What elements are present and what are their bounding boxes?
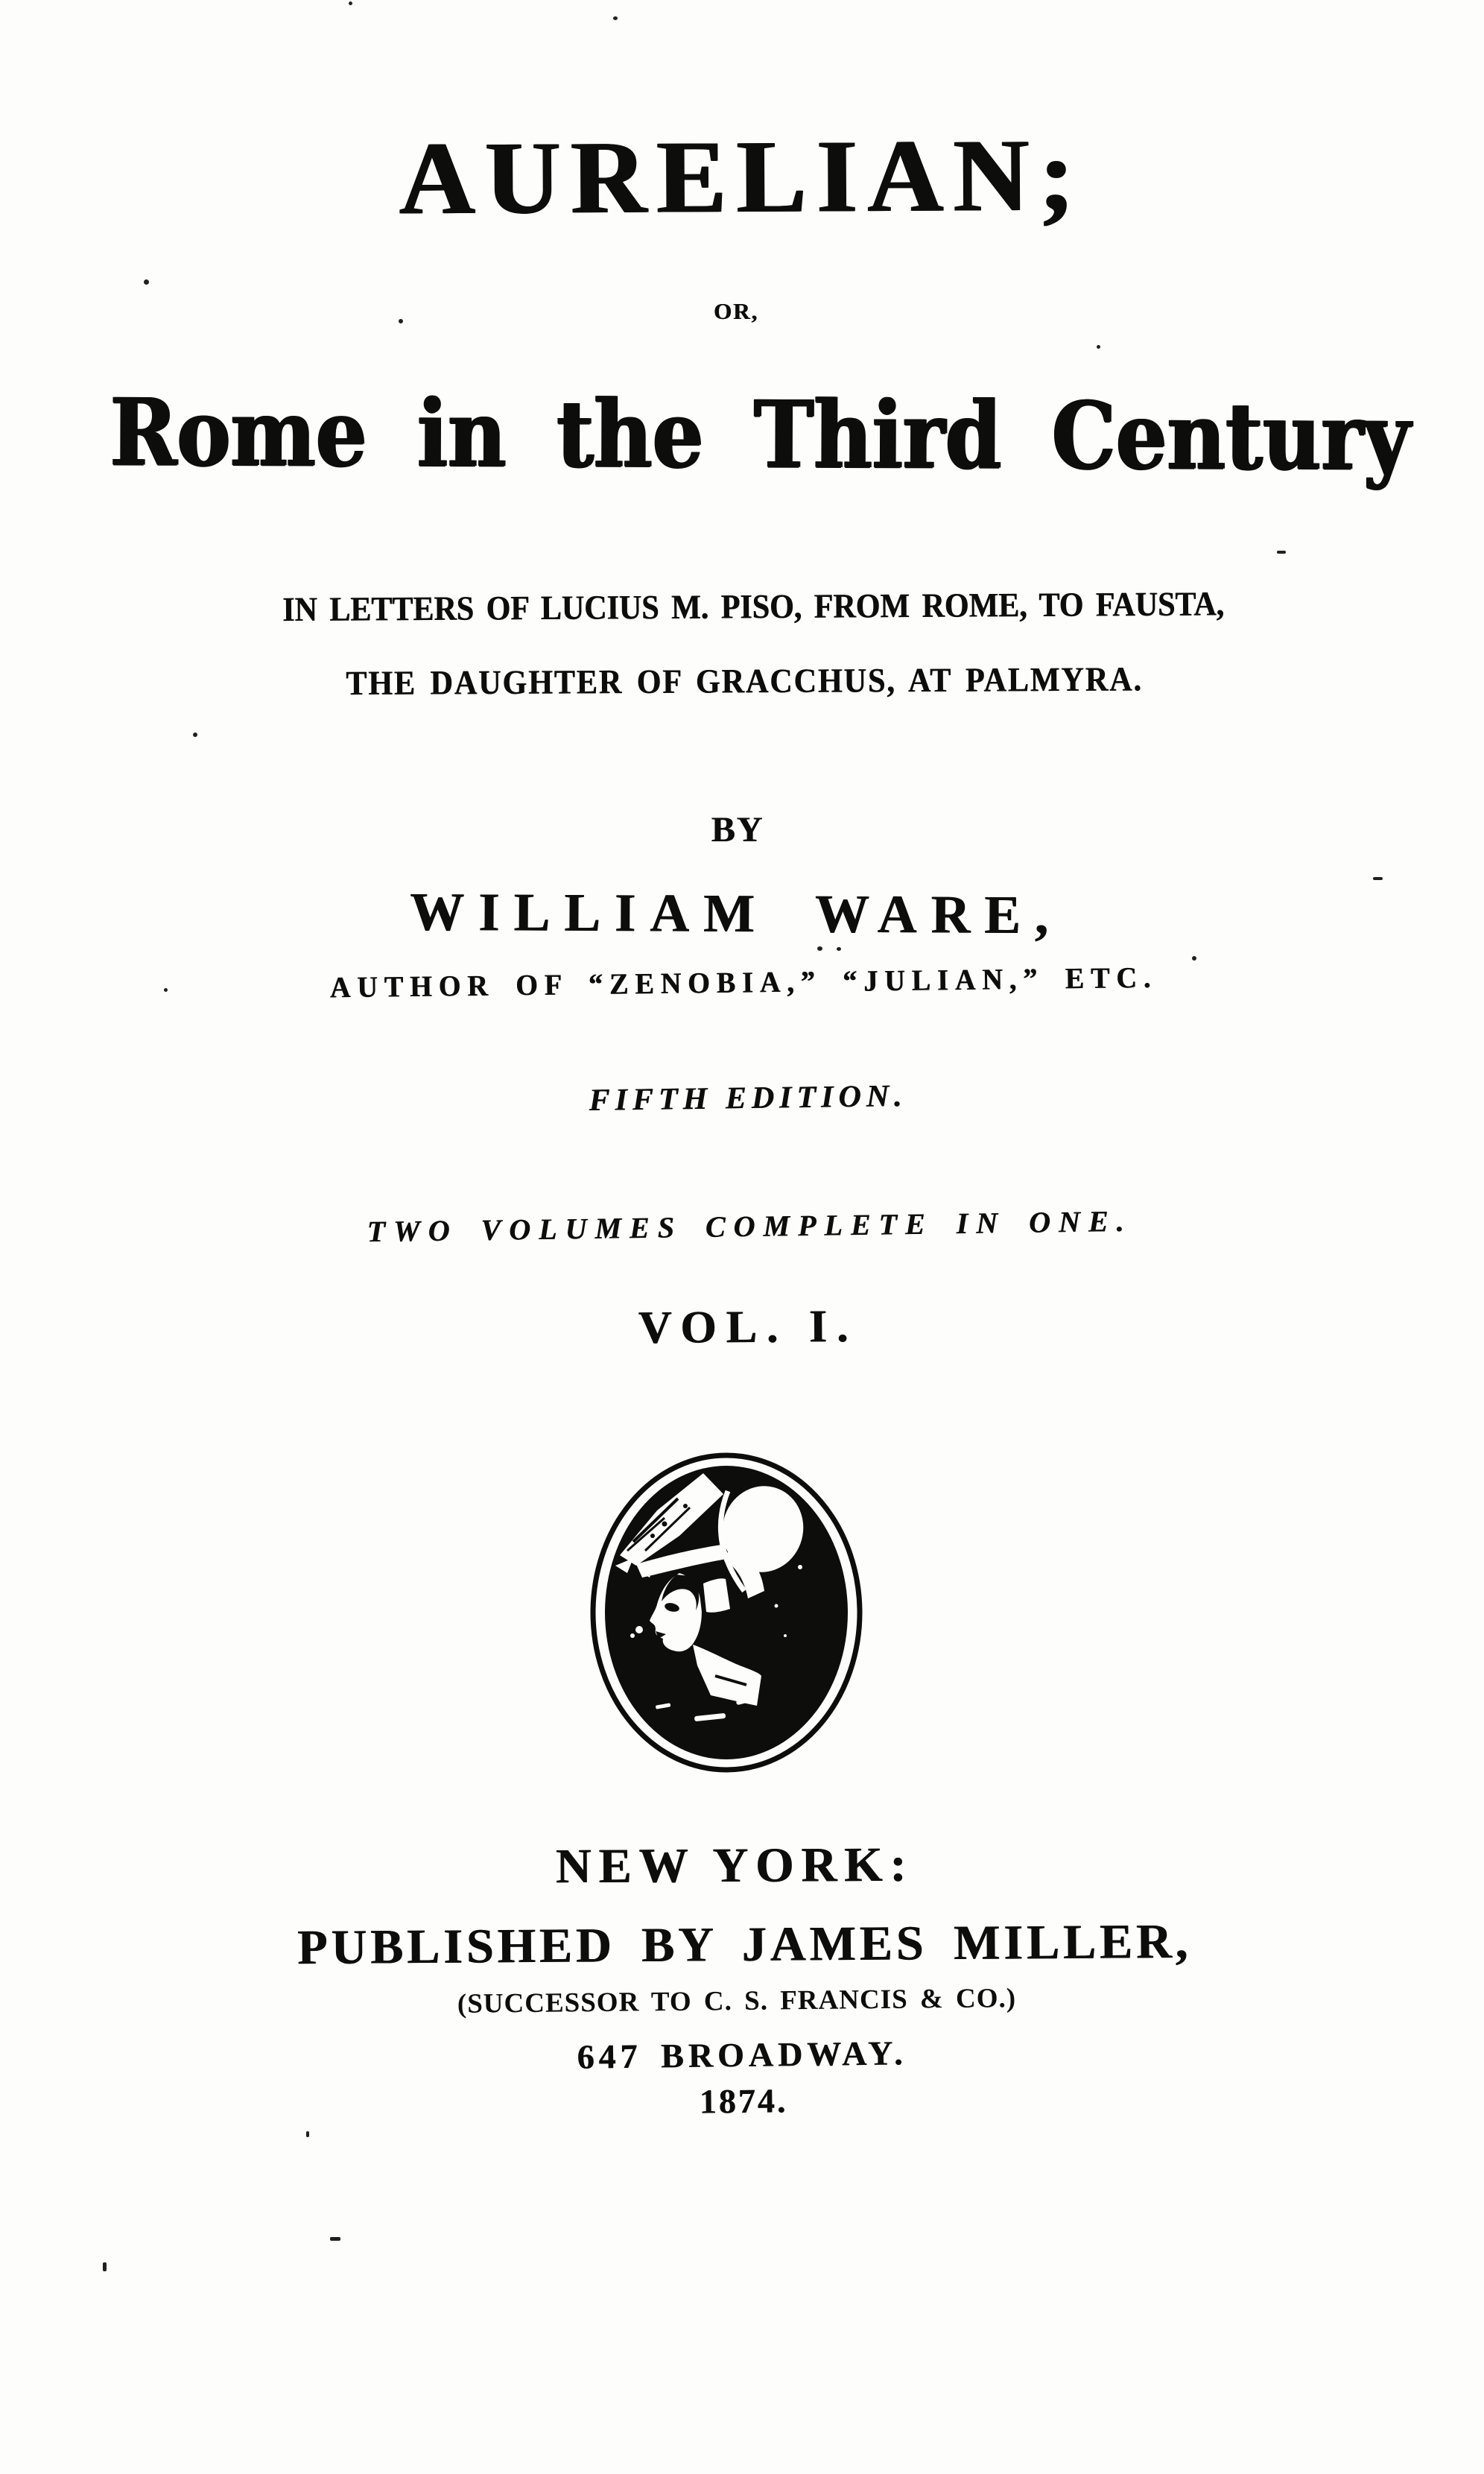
scan-speck	[144, 279, 149, 285]
book-title: AURELIAN;	[399, 117, 1085, 237]
scan-speck	[1192, 956, 1196, 961]
author-credits: AUTHOR OF “ZENOBIA,” “JULIAN,” ETC.	[329, 961, 1158, 1005]
gothic-subtitle: Rome in the Third Century	[110, 379, 1410, 492]
imprint-year: 1874.	[699, 2081, 788, 2121]
imprint-publisher: PUBLISHED BY JAMES MILLER,	[297, 1914, 1192, 1975]
scan-speck	[349, 1, 352, 5]
imprint-successor-note: (SUCCESSOR TO C. S. FRANCIS & CO.)	[457, 1983, 1017, 2019]
author-name: WILLIAM WARE,	[409, 881, 1063, 946]
title-connector: OR,	[713, 298, 759, 324]
scan-speck	[1277, 551, 1286, 554]
scan-speck	[306, 2131, 309, 2137]
minerva-cameo-emblem	[590, 1452, 863, 1774]
scan-speck	[193, 733, 197, 737]
scan-speck	[1373, 877, 1383, 880]
minerva-cameo-graphic	[590, 1452, 863, 1774]
volume-note: TWO VOLUMES COMPLETE IN ONE.	[367, 1203, 1132, 1249]
scan-speck	[399, 319, 403, 323]
description-line-1: IN LETTERS OF LUCIUS M. PISO, FROM ROME, TO FAUSTA,	[282, 585, 1225, 630]
imprint-address: 647 BROADWAY.	[577, 2034, 907, 2076]
imprint-city: NEW YORK:	[555, 1837, 914, 1894]
scan-speck	[164, 988, 168, 992]
byline-label: BY	[711, 810, 764, 850]
edition-note: FIFTH EDITION.	[589, 1079, 907, 1118]
scan-speck	[837, 947, 841, 951]
scan-speck	[1097, 345, 1100, 349]
scan-speck	[330, 2237, 340, 2241]
description-line-2: THE DAUGHTER OF GRACCHUS, AT PALMYRA.	[346, 660, 1143, 703]
scan-speck	[613, 16, 618, 20]
scan-speck	[817, 946, 822, 951]
scan-speck	[103, 2262, 107, 2271]
volume-number: VOL. I.	[638, 1300, 858, 1354]
